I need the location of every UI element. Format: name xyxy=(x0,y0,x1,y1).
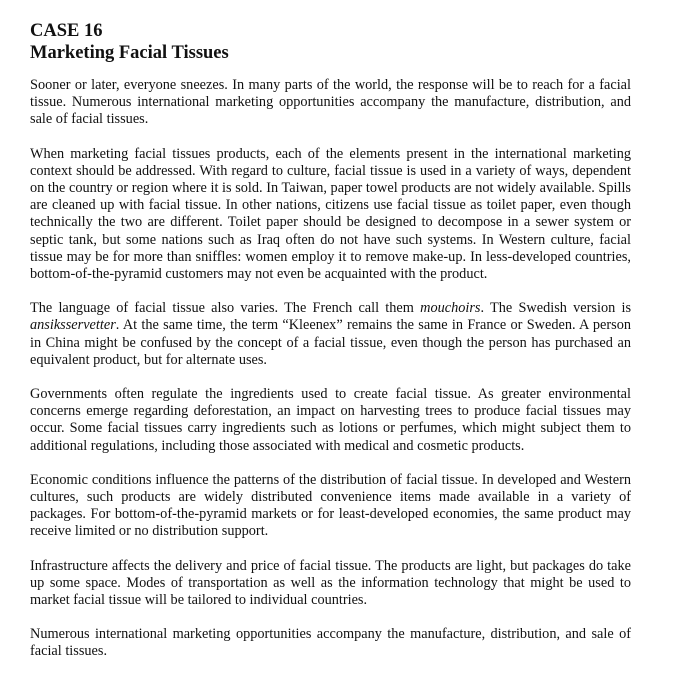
paragraph-intro: Sooner or later, everyone sneezes. In many parts of the world, the response will be to reach for a facial tissue. Numerous international marketing opportunities accompany the manufacture, distribution, and sale of facial tissues. xyxy=(30,77,631,128)
paragraph-government: Governments often regulate the ingredients used to create facial tissue. As greater environmental concerns emerge regarding deforestation, an impact on harvesting trees to produce facial tissues may occur. Some facial tissues carry ingredients such as lotions or perfumes, which might subject them to additional regulations, including those associated with medical and cosmetic products. xyxy=(30,386,631,454)
paragraph-economic: Economic conditions influence the patterns of the distribution of facial tissue. In developed and Western cultures, such products are widely distributed convenience items made available in a variety of packages. For bottom-of-the-pyramid markets or for least-developed economies, the same product may receive limited or no distribution support. xyxy=(30,471,631,540)
paragraph-culture: When marketing facial tissues products, each of the elements present in the international marketing context should be addressed. With regard to culture, facial tissue is used in a variety of ways, dependent on the country or region where it is sold. In Taiwan, paper towel products are not widely available. Spills are cleaned up with facial tissue. In other nations, citizens use facial tissue as toilet paper, even though technically the two are different. Toilet paper should be designed to decompose in a sewer system or septic tank, but some nations such as Iraq often do not have such systems. In Western culture, facial tissue may be for more than sniffles: women employ it to remove make-up. In less-developed countries, bottom-of-the-pyramid customers may not even be acquainted with the product. xyxy=(30,145,631,283)
paragraph-language-text-1: The language of facial tissue also varies. The French call them xyxy=(30,300,421,317)
paragraph-conclusion: Numerous international marketing opportunities accompany the manufacture, distribution, and sale of facial tissues. xyxy=(30,626,631,660)
case-number: CASE 16 xyxy=(30,21,103,41)
term-mouchoirs: mouchoirs xyxy=(420,300,481,317)
term-ansiksservetter: ansiksservetter xyxy=(30,317,116,334)
paragraph-language-text-3: . At the same time, the term “Kleenex” remains the same in France or Sweden. A person in China might be confused by the concept of a facial tissue, even though the person has purchased an equivalent product, but for alternate uses. xyxy=(30,317,631,368)
paragraph-language-text-2: . The Swedish version is xyxy=(480,300,632,317)
paragraph-infrastructure: Infrastructure affects the delivery and price of facial tissue. The products are light, but packages do take up some space. Modes of transportation as well as the information technology that might be used to market facial tissue will be tailored to individual countries. xyxy=(30,557,631,609)
case-title: Marketing Facial Tissues xyxy=(30,43,229,63)
paragraph-language xyxy=(30,300,631,369)
